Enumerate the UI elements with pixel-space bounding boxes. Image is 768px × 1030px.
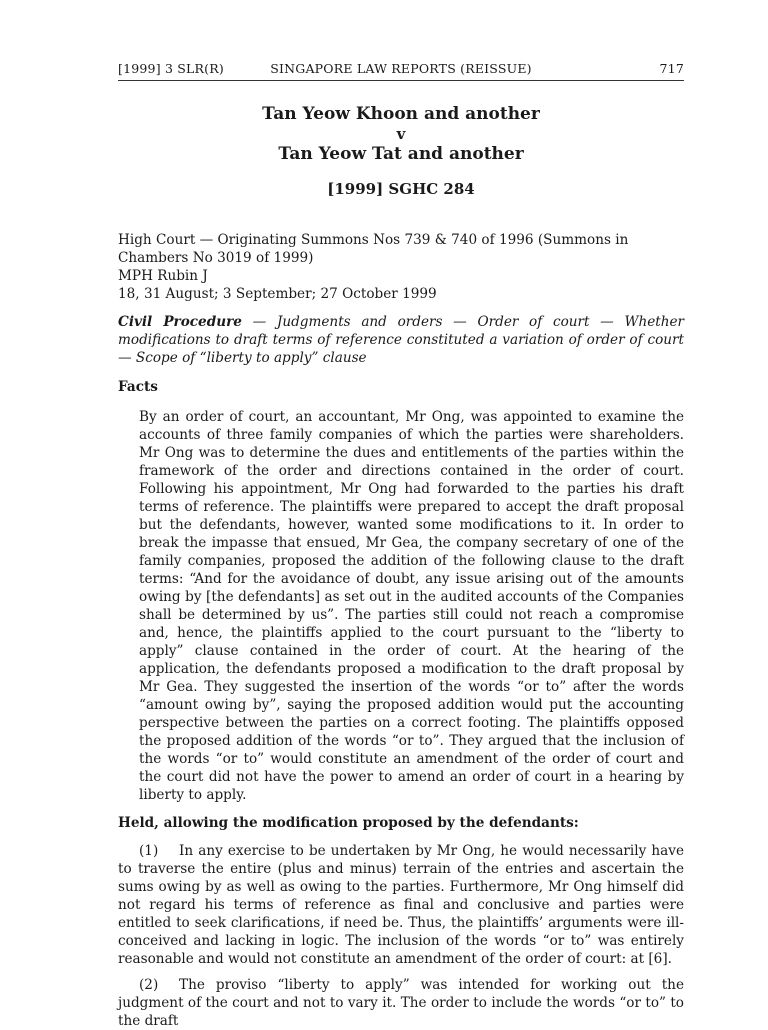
catchwords (118, 313, 684, 367)
first-party: Tan Yeow Khoon and another (262, 104, 540, 124)
catchwords-text: — Judgments and orders — Order of court — Whether modifications to draft terms of reference constituted a variation of order of court — Scope of “liberty to apply” clause (118, 314, 684, 366)
court-line-1: High Court — Originating Summons Nos 739 & 740 of 1996 (Summons in (118, 232, 629, 248)
header-rule (118, 80, 684, 81)
report-body (118, 231, 684, 1030)
hearing-dates: 18, 31 August; 3 September; 27 October 1999 (118, 286, 437, 302)
holding-text: The proviso “liberty to apply” was intended for working out the judgment of the court and not to vary it. The order to include the words “or to” to the draft (118, 977, 684, 1029)
report-series-title: SINGAPORE LAW REPORTS (REISSUE) (270, 61, 532, 76)
versus: v (396, 125, 406, 143)
holding-number: (2) (139, 977, 159, 993)
neutral-citation: [1999] SGHC 284 (327, 180, 475, 198)
facts-heading: Facts (118, 379, 158, 395)
held-heading: Held, allowing the modification proposed by the defendants: (118, 815, 579, 831)
holding-item (118, 842, 684, 968)
case-metadata (118, 231, 684, 303)
page-number: 717 (659, 61, 684, 76)
second-party: Tan Yeow Tat and another (278, 144, 524, 164)
case-title-block (118, 103, 684, 198)
facts-paragraph: By an order of court, an accountant, Mr Ong, was appointed to examine the accounts of three family companies of which the parties were shareholders. Mr Ong was to determine the dues and entitlements of the parties within the framework of the order and directions contained in the order of court. Following his appointment, Mr Ong had forwarded to the parties his draft terms of reference. The plaintiffs were prepared to accept the draft proposal but the defendants, however, wanted some modifications to it. In order to break the impasse that ensued, Mr Gea, the company secretary of one of the family companies, proposed the addition of the following clause to the draft terms: “And for the avoidance of doubt, any issue arising out of the amounts owing by [the defendants] as set out in the audited accounts of the Companies shall be determined by us”. The parties still could not reach a compromise and, hence, the plaintiffs applied to the court pursuant to the “liberty to apply” clause contained in the order of court. At the hearing of the application, the defendants proposed a modification to the draft proposal by Mr Gea. They suggested the insertion of the words “or to” after the words “amount owing by”, saying the proposed addition would put the accounting perspective between the parties on a correct footing. The plaintiffs opposed the proposed addition of the words “or to”. They argued that the inclusion of the words “or to” would constitute an amendment of the order of court and the court did not have the power to amend an order of court in a hearing by liberty to apply. (139, 409, 684, 803)
holding-number: (1) (139, 843, 159, 859)
catchwords-category: Civil Procedure (118, 314, 242, 330)
holding-item (118, 976, 684, 1030)
judge: MPH Rubin J (118, 268, 208, 284)
holding-text: In any exercise to be undertaken by Mr Ong, he would necessarily have to traverse the entire (plus and minus) terrain of the entries and ascertain the sums owing by as well as owing to the parties. Furthermore, Mr Ong himself did not regard his terms of reference as final and conclusive and parties were entitled to seek clarifications, if need be. Thus, the plaintiffs’ arguments were ill-conceived and lacking in logic. The inclusion of the words “or to” was entirely reasonable and would not constitute an amendment of the order of court: at [6]. (118, 843, 684, 967)
report-citation: [1999] 3 SLR(R) (118, 61, 224, 76)
court-line-2: Chambers No 3019 of 1999) (118, 250, 314, 266)
